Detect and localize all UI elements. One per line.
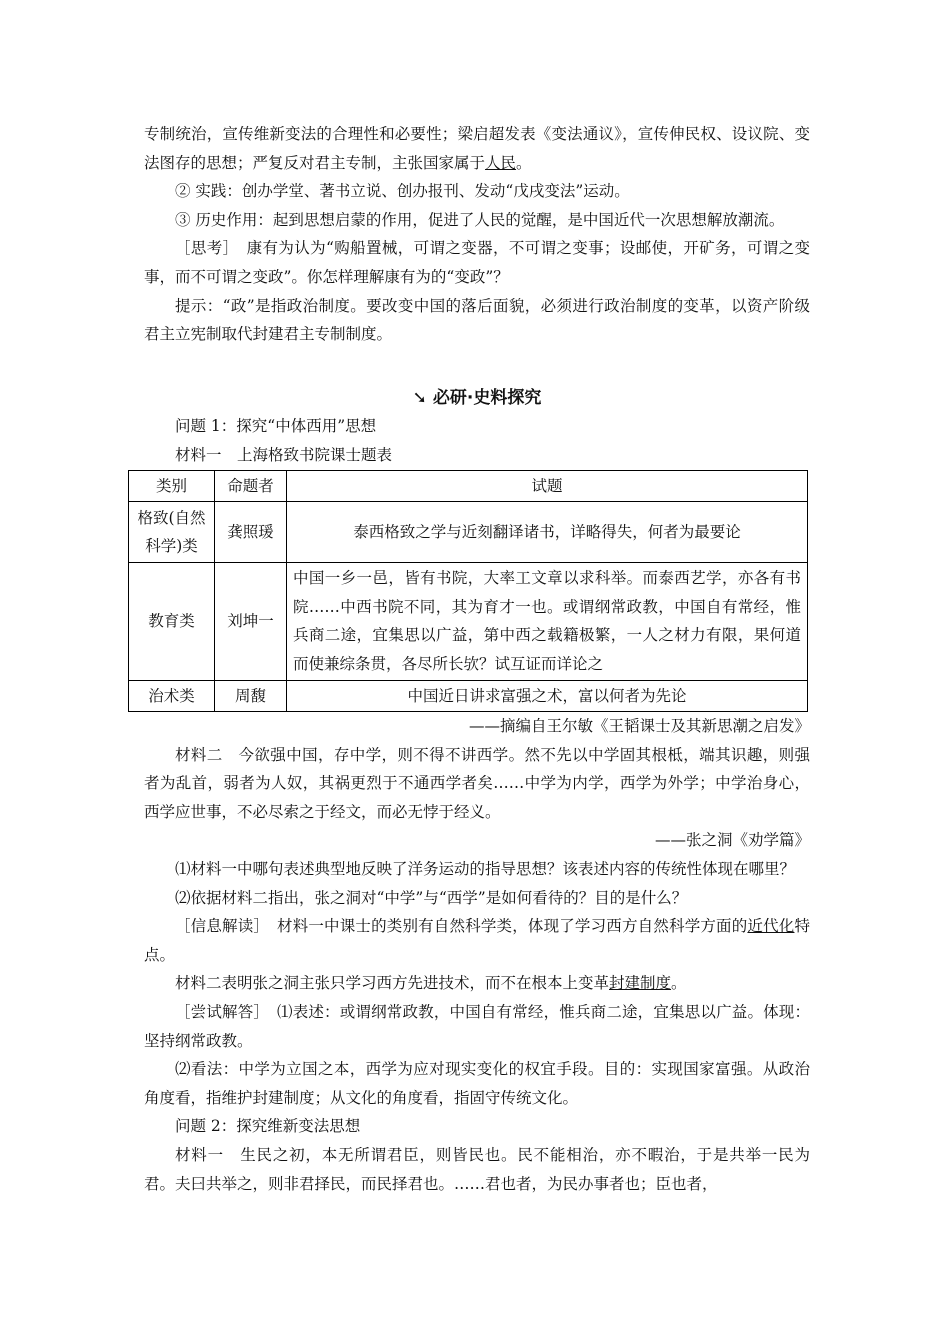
table-cell-category: 治术类 bbox=[129, 680, 215, 712]
material-1-title: 材料一 上海格致书院课士题表 bbox=[175, 445, 393, 464]
arrow-icon: ➘ bbox=[412, 387, 427, 408]
section-heading bbox=[144, 384, 810, 413]
answer-1: ［尝试解答］ ⑴表述：或谓纲常政教，中国自有常经，惟兵商二途，宜集思以广益。体现：坚持纲常政教。 bbox=[144, 1003, 810, 1050]
question-2-title: 问题 2：探究维新变法思想 bbox=[175, 1117, 361, 1136]
question-1-title: 问题 1：探究“中体西用”思想 bbox=[175, 417, 377, 436]
table-header-row bbox=[129, 470, 808, 502]
table-row bbox=[129, 502, 808, 563]
question-1-part-1: ⑴材料一中哪句表述典型地反映了洋务运动的指导思想？该表述内容的传统性体现在哪里？ bbox=[175, 860, 796, 879]
table-header: 试题 bbox=[287, 470, 808, 502]
question-1-part-2: ⑵依据材料二指出，张之洞对“中学”与“西学”是如何看待的？目的是什么？ bbox=[175, 888, 688, 907]
paragraph-reformers: 专制统治，宣传维新变法的合理性和必要性；梁启超发表《变法通议》，宣传伸民权、设议院、变法图存的思想；严复反对君主专制，主张国家属于人民。 bbox=[144, 125, 810, 172]
table-cell-question: 泰西格致之学与近刻翻译诸书，详略得失，何者为最要论 bbox=[287, 502, 808, 563]
table-cell-category: 教育类 bbox=[129, 563, 215, 680]
material-2: 材料二 今欲强中国，存中学，则不得不讲西学。然不先以中学固其根柢，端其识趣，则强者为乱首，弱者为人奴，其祸更烈于不通西学者矣……中学为内学，西学为外学；中学治身心，西学应世事，不必尽索之于经文，而必无悖于经义。 bbox=[144, 745, 810, 821]
paragraph-historical-role: ③ 历史作用：起到思想启蒙的作用，促进了人民的觉醒，是中国近代一次思想解放潮流。 bbox=[175, 210, 785, 229]
table-cell-author: 周馥 bbox=[215, 680, 287, 712]
paragraph-practice: ② 实践：创办学堂、著书立说、创办报刊、发动“戊戌变法”运动。 bbox=[175, 182, 630, 201]
table-header: 类别 bbox=[129, 470, 215, 502]
table-cell-question: 中国近日讲求富强之术，富以何者为先论 bbox=[287, 680, 808, 712]
document-page bbox=[137, 120, 810, 1198]
table-cell-question: 中国一乡一邑，皆有书院，大率工文章以求科举。而泰西艺学，亦各有书院……中西书院不同，其为育才一也。或谓纲常政教，中国自有常经，惟兵商二途，宜集思以广益，第中西之载籍极繁，一人之材力有限，果何道而使兼综条贯，各尽所长欤？试互证而详论之 bbox=[287, 563, 808, 680]
exam-topics-table bbox=[128, 470, 808, 713]
table-row bbox=[129, 563, 808, 680]
paragraph-hint: 提示：“政”是指政治制度。要改变中国的落后面貌，必须进行政治制度的变革，以资产阶级君主立宪制取代封建君主专制制度。 bbox=[144, 296, 810, 344]
paragraph-think: ［思考］ 康有为认为“购船置械，可谓之变器，不可谓之变事；设邮使，开矿务，可谓之变事，而不可谓之变政”。你怎样理解康有为的“变政”？ bbox=[144, 239, 810, 286]
table-cell-author: 刘坤一 bbox=[215, 563, 287, 680]
question-2-material-1: 材料一 生民之初，本无所谓君臣，则皆民也。民不能相治，亦不暇治，于是共举一民为君。夫曰共举之，则非君择民，而民择君也。……君也者，为民办事者也；臣也者， bbox=[144, 1146, 810, 1193]
table-cell-author: 龚照瑗 bbox=[215, 502, 287, 563]
info-reading-1: ［信息解读］ 材料一中课士的类别有自然科学类，体现了学习西方自然科学方面的近代化特点。 bbox=[144, 917, 810, 964]
material-2-source: ——张之洞《劝学篇》 bbox=[654, 831, 810, 850]
answer-2: ⑵看法：中学为立国之本，西学为应对现实变化的权宜手段。目的：实现国家富强。从政治角度看，指维护封建制度；从文化的角度看，指固守传统文化。 bbox=[144, 1060, 810, 1107]
section-title: 必研·史料探究 bbox=[432, 387, 542, 408]
underlined-answer: 人民 bbox=[485, 153, 517, 172]
table-cell-category: 格致(自然科学)类 bbox=[129, 502, 215, 563]
underlined-answer: 封建制度 bbox=[609, 974, 672, 993]
table-row bbox=[129, 680, 808, 712]
material-1-source: ——摘编自王尔敏《王韬课士及其新思潮之启发》 bbox=[468, 717, 810, 736]
info-reading-2: 材料二表明张之洞主张只学习西方先进技术，而不在根本上变革封建制度。 bbox=[175, 974, 687, 993]
table-header: 命题者 bbox=[215, 470, 287, 502]
underlined-answer: 近代化 bbox=[747, 917, 795, 936]
